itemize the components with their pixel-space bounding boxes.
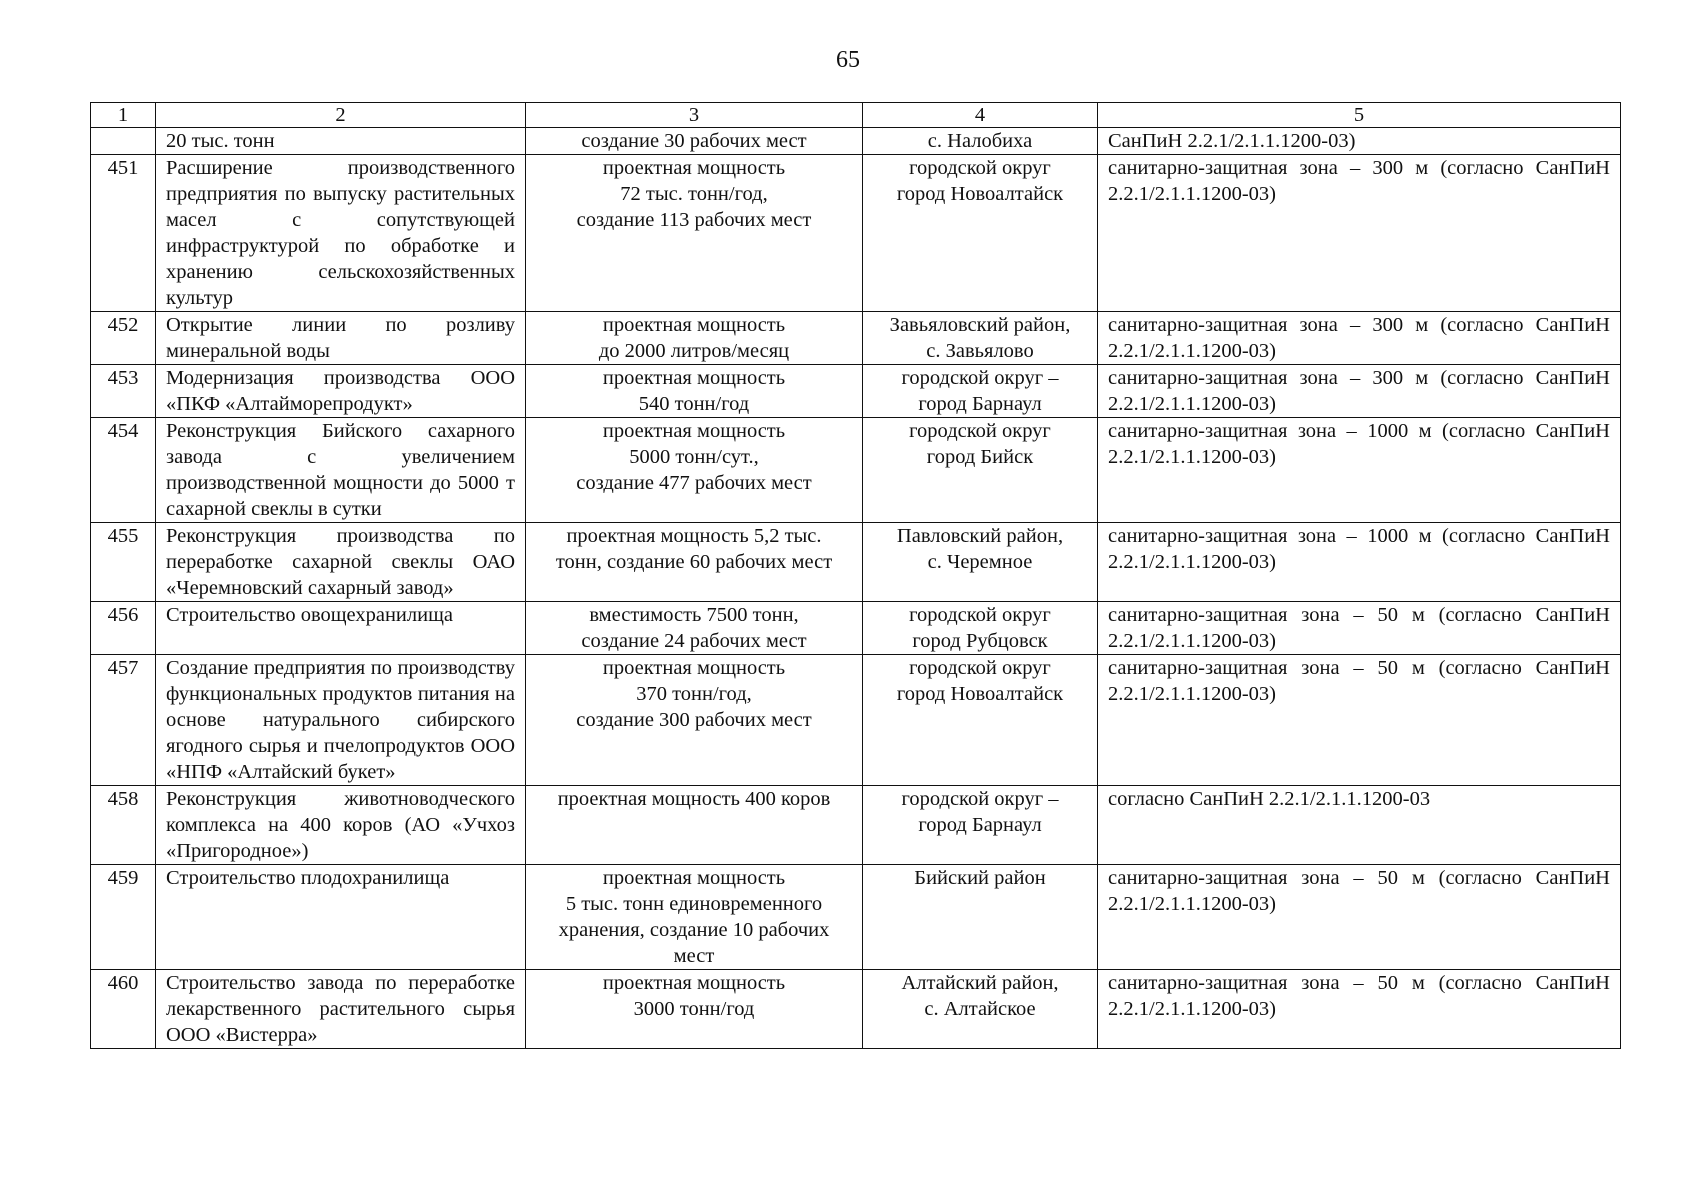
location-cell: Алтайский район, с. Алтайское [863, 970, 1098, 1049]
zone-cell: санитарно-защитная зона – 50 м (согласно СанПиН 2.2.1/2.1.1.1200-03) [1098, 970, 1621, 1049]
row-number-cell: 454 [91, 418, 156, 523]
parameters-cell: проектная мощность 5000 тонн/сут., создание 477 рабочих мест [526, 418, 863, 523]
column-number-row [91, 103, 1621, 128]
zone-cell: СанПиН 2.2.1/2.1.1.1200-03) [1098, 128, 1621, 155]
continuation-row [91, 128, 1621, 155]
row-number-cell: 459 [91, 865, 156, 970]
zone-cell: согласно СанПиН 2.2.1/2.1.1.1200-03 [1098, 786, 1621, 865]
parameters-cell: проектная мощность до 2000 литров/месяц [526, 312, 863, 365]
table-row [91, 155, 1621, 312]
row-number-cell: 457 [91, 655, 156, 786]
location-cell: городской округ город Бийск [863, 418, 1098, 523]
row-number-cell: 456 [91, 602, 156, 655]
parameters-cell: создание 30 рабочих мест [526, 128, 863, 155]
location-cell: Завьяловский район, с. Завьялово [863, 312, 1098, 365]
location-cell: городской округ город Рубцовск [863, 602, 1098, 655]
zone-cell: санитарно-защитная зона – 1000 м (согласно СанПиН 2.2.1/2.1.1.1200-03) [1098, 523, 1621, 602]
project-cell: Строительство завода по переработке лекарственного растительного сырья ООО «Вистерра» [156, 970, 526, 1049]
table-row [91, 523, 1621, 602]
table-row [91, 865, 1621, 970]
location-cell: с. Налобиха [863, 128, 1098, 155]
table-row [91, 418, 1621, 523]
parameters-cell: проектная мощность 400 коров [526, 786, 863, 865]
location-cell: Бийский район [863, 865, 1098, 970]
parameters-cell: проектная мощность 370 тонн/год, создание 300 рабочих мест [526, 655, 863, 786]
page-number: 65 [836, 47, 860, 73]
project-cell: 20 тыс. тонн [156, 128, 526, 155]
column-number: 5 [1098, 103, 1621, 128]
location-cell: городской округ город Новоалтайск [863, 155, 1098, 312]
row-number-cell: 460 [91, 970, 156, 1049]
table-row [91, 786, 1621, 865]
column-number: 3 [526, 103, 863, 128]
row-number-cell: 453 [91, 365, 156, 418]
column-number: 4 [863, 103, 1098, 128]
column-number: 1 [91, 103, 156, 128]
table-row [91, 655, 1621, 786]
zone-cell: санитарно-защитная зона – 300 м (согласно СанПиН 2.2.1/2.1.1.1200-03) [1098, 312, 1621, 365]
location-cell: городской округ – город Барнаул [863, 786, 1098, 865]
zone-cell: санитарно-защитная зона – 50 м (согласно СанПиН 2.2.1/2.1.1.1200-03) [1098, 865, 1621, 970]
projects-table [90, 102, 1621, 1049]
project-cell: Расширение производственного предприятия по выпуску растительных масел с сопутствующей инфраструктурой по обработке и хранению сельскохозяйственных культур [156, 155, 526, 312]
table-row [91, 602, 1621, 655]
project-cell: Реконструкция Бийского сахарного завода с увеличением производственной мощности до 5000 т сахарной свеклы в сутки [156, 418, 526, 523]
project-cell: Строительство плодохранилища [156, 865, 526, 970]
location-cell: Павловский район, с. Черемное [863, 523, 1098, 602]
project-cell: Открытие линии по розливу минеральной воды [156, 312, 526, 365]
zone-cell: санитарно-защитная зона – 1000 м (согласно СанПиН 2.2.1/2.1.1.1200-03) [1098, 418, 1621, 523]
parameters-cell: проектная мощность 540 тонн/год [526, 365, 863, 418]
project-cell: Модернизация производства ООО «ПКФ «Алтайморепродукт» [156, 365, 526, 418]
zone-cell: санитарно-защитная зона – 300 м (согласно СанПиН 2.2.1/2.1.1.1200-03) [1098, 155, 1621, 312]
parameters-cell: проектная мощность 5,2 тыс. тонн, создание 60 рабочих мест [526, 523, 863, 602]
zone-cell: санитарно-защитная зона – 50 м (согласно СанПиН 2.2.1/2.1.1.1200-03) [1098, 655, 1621, 786]
table-row [91, 970, 1621, 1049]
table-row [91, 312, 1621, 365]
row-number-cell: 451 [91, 155, 156, 312]
parameters-cell: проектная мощность 72 тыс. тонн/год, создание 113 рабочих мест [526, 155, 863, 312]
table-row [91, 365, 1621, 418]
row-number-cell: 452 [91, 312, 156, 365]
location-cell: городской округ – город Барнаул [863, 365, 1098, 418]
parameters-cell: вместимость 7500 тонн, создание 24 рабочих мест [526, 602, 863, 655]
location-cell: городской округ город Новоалтайск [863, 655, 1098, 786]
zone-cell: санитарно-защитная зона – 50 м (согласно СанПиН 2.2.1/2.1.1.1200-03) [1098, 602, 1621, 655]
project-cell: Создание предприятия по производству функциональных продуктов питания на основе натурального сибирского ягодного сырья и пчелопродуктов ООО «НПФ «Алтайский букет» [156, 655, 526, 786]
parameters-cell: проектная мощность 5 тыс. тонн единовременного хранения, создание 10 рабочих мест [526, 865, 863, 970]
project-cell: Реконструкция животноводческого комплекса на 400 коров (АО «Учхоз «Пригородное») [156, 786, 526, 865]
row-number-cell: 455 [91, 523, 156, 602]
row-number-cell: 458 [91, 786, 156, 865]
project-cell: Реконструкция производства по переработке сахарной свеклы ОАО «Черемновский сахарный завод» [156, 523, 526, 602]
project-cell: Строительство овощехранилища [156, 602, 526, 655]
parameters-cell: проектная мощность 3000 тонн/год [526, 970, 863, 1049]
column-number: 2 [156, 103, 526, 128]
row-number-cell [91, 128, 156, 155]
zone-cell: санитарно-защитная зона – 300 м (согласно СанПиН 2.2.1/2.1.1.1200-03) [1098, 365, 1621, 418]
